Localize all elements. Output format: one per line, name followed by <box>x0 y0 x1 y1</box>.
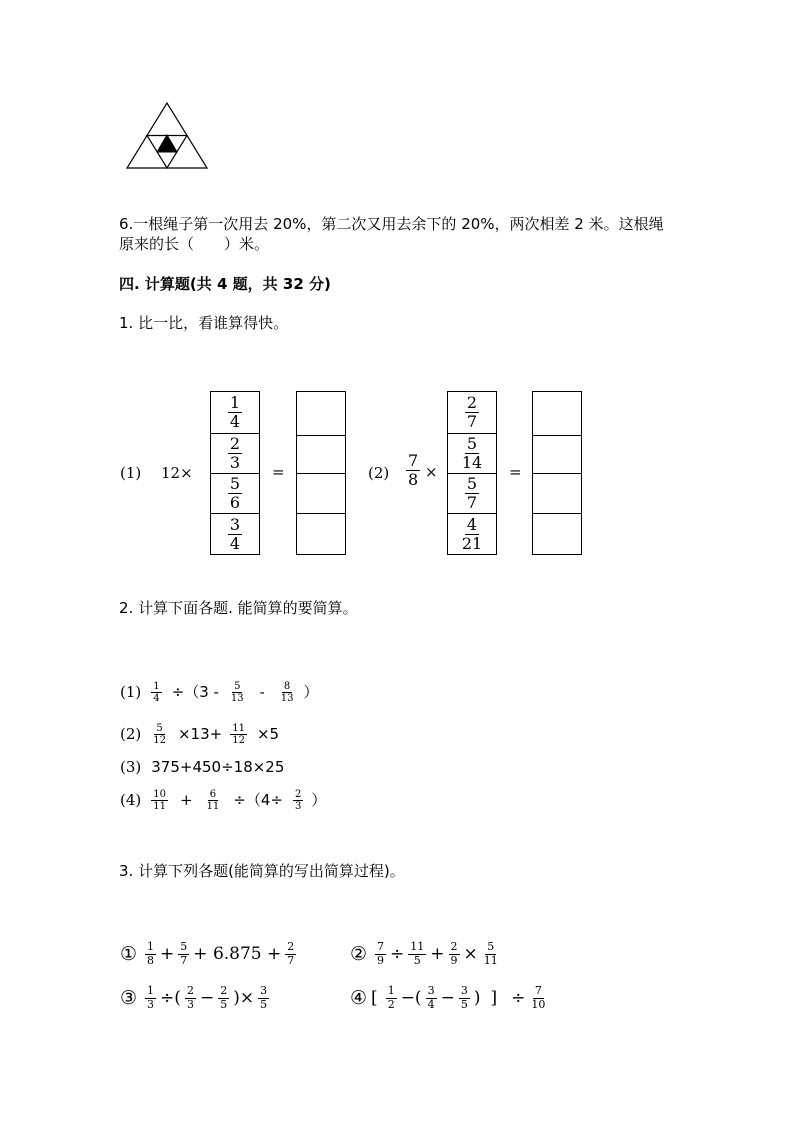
question-6-line1: 6.一根绳子第一次用去 20%，第二次又用去余下的 20%，两次相差 2 米。这根绳 <box>119 215 664 233</box>
question-6-line2: 原来的长（ ）米。 <box>119 235 270 253</box>
problem-3-expression-3: ③ $\frac{1}{3}$ ÷( $\frac{2}{3}$ − $\frac{2}{5}$ )× $\frac{3}{5}$ <box>120 984 268 1011</box>
problem-2-item-1: (1) $\frac{1}{4}$ ÷（3 - $\frac{5}{13}$ - $\frac{8}{13}$ ） <box>120 680 319 704</box>
problem-2-item-4: (4) $\frac{10}{11}$ + $\frac{6}{11}$ ÷（4÷ $\frac{2}{3}$ ） <box>120 788 327 812</box>
right-times-sign: × <box>425 463 438 481</box>
problem-3-expression-4: ④ [ $\frac{1}{2}$ −( $\frac{3}{4}$ − $\frac{3}{5}$ ) ] ÷ $\frac{7}{10}$ <box>350 984 546 1011</box>
problem-3-expression-1: ① $\frac{1}{8}$ + $\frac{5}{7}$ + 6.875 + $\frac{2}{7}$ <box>120 940 295 967</box>
answer-blank[interactable] <box>297 513 345 554</box>
problem-1-right-label: (2) <box>368 464 390 482</box>
answer-blank[interactable] <box>297 435 345 473</box>
section-4-heading: 四. 计算题(共 4 题，共 32 分) <box>119 275 331 293</box>
left-answer-column <box>296 391 346 555</box>
answer-blank[interactable] <box>297 473 345 513</box>
problem-2-item-3: (3) 375+450÷18×25 <box>120 758 285 776</box>
problem-1-left-multiplier: 12× <box>161 464 193 482</box>
problem-3-expression-2: ② $\frac{7}{9}$ ÷ $\frac{11}{5}$ + $\frac{2}{9}$ × $\frac{5}{11}$ <box>350 940 498 967</box>
right-fraction-cell: $\frac{4}{21}$ <box>448 513 496 554</box>
right-fraction-column <box>447 391 497 555</box>
problem-1-left-label: (1) <box>120 464 142 482</box>
right-fraction-cell: $\frac{5}{14}$ <box>448 433 496 473</box>
left-fraction-column <box>210 391 260 555</box>
left-fraction-cell: $\frac{5}{6}$ <box>211 473 259 513</box>
answer-blank[interactable] <box>533 513 581 554</box>
problem-2-item-2: (2) $\frac{5}{12}$ ×13+ $\frac{11}{12}$ ×5 <box>120 722 280 746</box>
left-fraction-cell: $\frac{3}{4}$ <box>211 513 259 554</box>
right-multiplier-fraction: $\frac{7}{8}$ <box>408 451 419 489</box>
problem-2-title: 2. 计算下面各题. 能简算的要简算。 <box>119 599 358 617</box>
answer-blank[interactable] <box>533 392 581 435</box>
left-equals-sign: = <box>272 463 285 481</box>
answer-blank[interactable] <box>297 392 345 435</box>
right-fraction-cell: $\frac{5}{7}$ <box>448 473 496 513</box>
answer-blank[interactable] <box>533 473 581 513</box>
right-fraction-cell: $\frac{2}{7}$ <box>466 393 478 431</box>
problem-1-title: 1. 比一比，看谁算得快。 <box>119 314 289 332</box>
right-answer-column <box>532 391 582 555</box>
left-fraction-cell: $\frac{1}{4}$ <box>229 393 241 431</box>
right-equals-sign: = <box>509 463 522 481</box>
problem-3-title: 3. 计算下列各题(能简算的写出简算过程)。 <box>119 862 405 880</box>
answer-blank[interactable] <box>533 435 581 473</box>
left-fraction-cell: $\frac{2}{3}$ <box>211 433 259 473</box>
nested-triangle-figure <box>126 102 208 170</box>
